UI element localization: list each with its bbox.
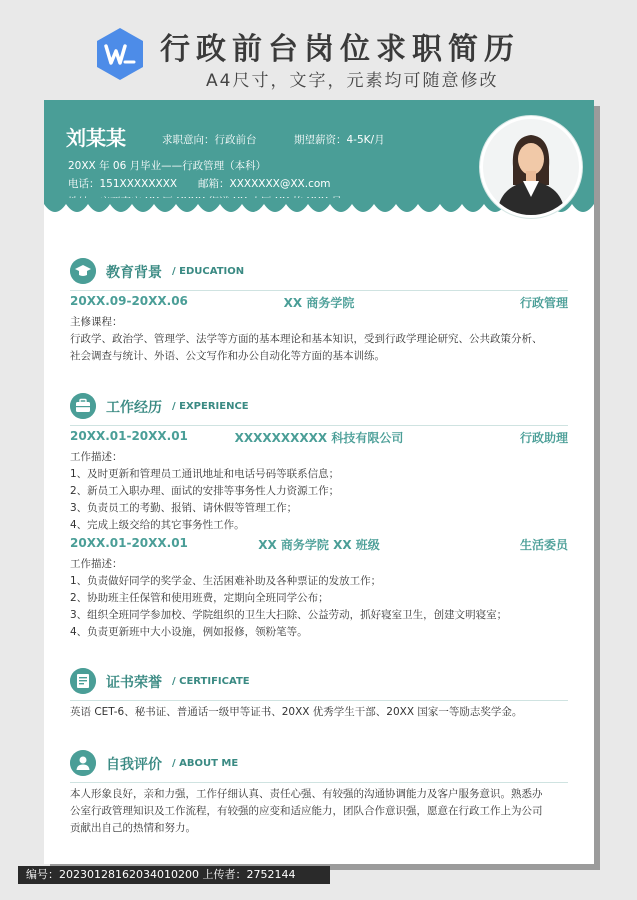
about-title-en: / ABOUT ME [172, 758, 239, 769]
text-line: 3、组织全班同学参加校、学院组织的卫生大扫除、公益劳动，抓好寝室卫生，创建文明寝室； [70, 609, 508, 621]
experience-title: 工作经历 [106, 400, 162, 416]
briefcase-icon [70, 393, 96, 419]
text-line: 本人形象良好，亲和力强，工作仔细认真、责任心强、有较强的沟通协调能力及客户服务意识。熟悉办 [70, 788, 543, 800]
divider [70, 700, 568, 701]
text-line: 2、新员工入职办理、面试的安排等事务性人力资源工作； [70, 485, 340, 497]
job-date: 20XX.01-20XX.01 [70, 536, 188, 550]
experience-title-en: / EXPERIENCE [172, 401, 249, 412]
section-certificate [70, 668, 568, 728]
section-experience [70, 393, 568, 643]
divider [70, 290, 568, 291]
text-line: 3、负责员工的考勤、报销、请休假等管理工作； [70, 502, 298, 514]
phone-info: 电话：151XXXXXXXX [68, 178, 178, 190]
email-info: 邮箱：XXXXXXX@XX.com [198, 178, 331, 190]
text-line: 社会调查与统计、外语、公文写作和办公自动化等方面的基本训练。 [70, 350, 385, 362]
text-line: 英语 CET-6、秘书证、普通话一级甲等证书、20XX 优秀学生干部、20XX 国家一等励志奖学金。 [70, 706, 523, 718]
education-major: 行政管理 [519, 296, 568, 310]
text-line: 贡献出自己的热情和努力。 [70, 822, 196, 834]
job-org: XX 商务学院 XX 班级 [258, 538, 380, 552]
graduation-cap-icon [70, 258, 96, 284]
education-title-en: / EDUCATION [172, 266, 245, 277]
word-logo-icon [92, 26, 148, 82]
education-school: XX 商务学院 [283, 296, 355, 310]
job-details [70, 556, 568, 641]
avatar-photo [480, 116, 582, 218]
resume-paper [44, 100, 594, 864]
banner-title: 行政前台岗位求职简历 [160, 32, 520, 67]
graduation-info: 20XX 年 06 月毕业——行政管理（本科） [68, 160, 267, 172]
certificate-details [70, 704, 568, 721]
job-intent: 求职意向：行政前台 [162, 134, 257, 146]
banner-subtitle: A4尺寸，文字，元素均可随意修改 [206, 71, 499, 91]
certificate-icon [70, 668, 96, 694]
job-details [70, 449, 568, 534]
text-line: 工作描述： [70, 558, 123, 570]
education-row [70, 294, 568, 308]
certificate-title: 证书荣誉 [106, 675, 162, 691]
about-details [70, 786, 568, 837]
text-line: 工作描述： [70, 451, 123, 463]
person-icon [70, 750, 96, 776]
about-title: 自我评价 [106, 757, 162, 773]
job-org: XXXXXXXXXX 科技有限公司 [234, 431, 404, 445]
education-title: 教育背景 [106, 265, 162, 281]
section-about [70, 750, 568, 850]
text-line: 公室行政管理知识及工作流程，有较强的应变和适应能力，团队合作意识强，愿意在行政工作上为公司 [70, 805, 543, 817]
education-date: 20XX.09-20XX.06 [70, 294, 188, 308]
certificate-title-en: / CERTIFICATE [172, 676, 250, 687]
avatar-icon [483, 119, 579, 215]
upload-info-bar: 编号：20230128162034010200 上传者：2752144 [18, 866, 330, 884]
divider [70, 782, 568, 783]
divider [70, 425, 568, 426]
text-line: 主修课程： [70, 316, 123, 328]
text-line: 2、协助班主任保管和使用班费，定期向全班同学公布； [70, 592, 329, 604]
education-details [70, 314, 568, 365]
text-line: 1、负责做好同学的奖学金、生活困难补助及各种票证的发放工作； [70, 575, 382, 587]
candidate-name: 刘某某 [66, 126, 126, 150]
page-banner [0, 0, 637, 100]
job-role: 生活委员 [519, 538, 568, 552]
job-role: 行政助理 [519, 431, 568, 445]
text-line: 4、完成上级交给的其它事务性工作。 [70, 519, 245, 531]
text-line: 1、及时更新和管理员工通讯地址和电话号码等联系信息； [70, 468, 340, 480]
expected-salary: 期望薪资：4-5K/月 [294, 134, 385, 146]
section-education [70, 258, 568, 368]
job-date: 20XX.01-20XX.01 [70, 429, 188, 443]
job-row [70, 429, 568, 443]
text-line: 行政学、政治学、管理学、法学等方面的基本理论和基本知识，受到行政学理论研究、公共政策分析、 [70, 333, 543, 345]
job-row [70, 536, 568, 550]
text-line: 4、负责更新班中大小设施，例如报修，领粉笔等。 [70, 626, 308, 638]
